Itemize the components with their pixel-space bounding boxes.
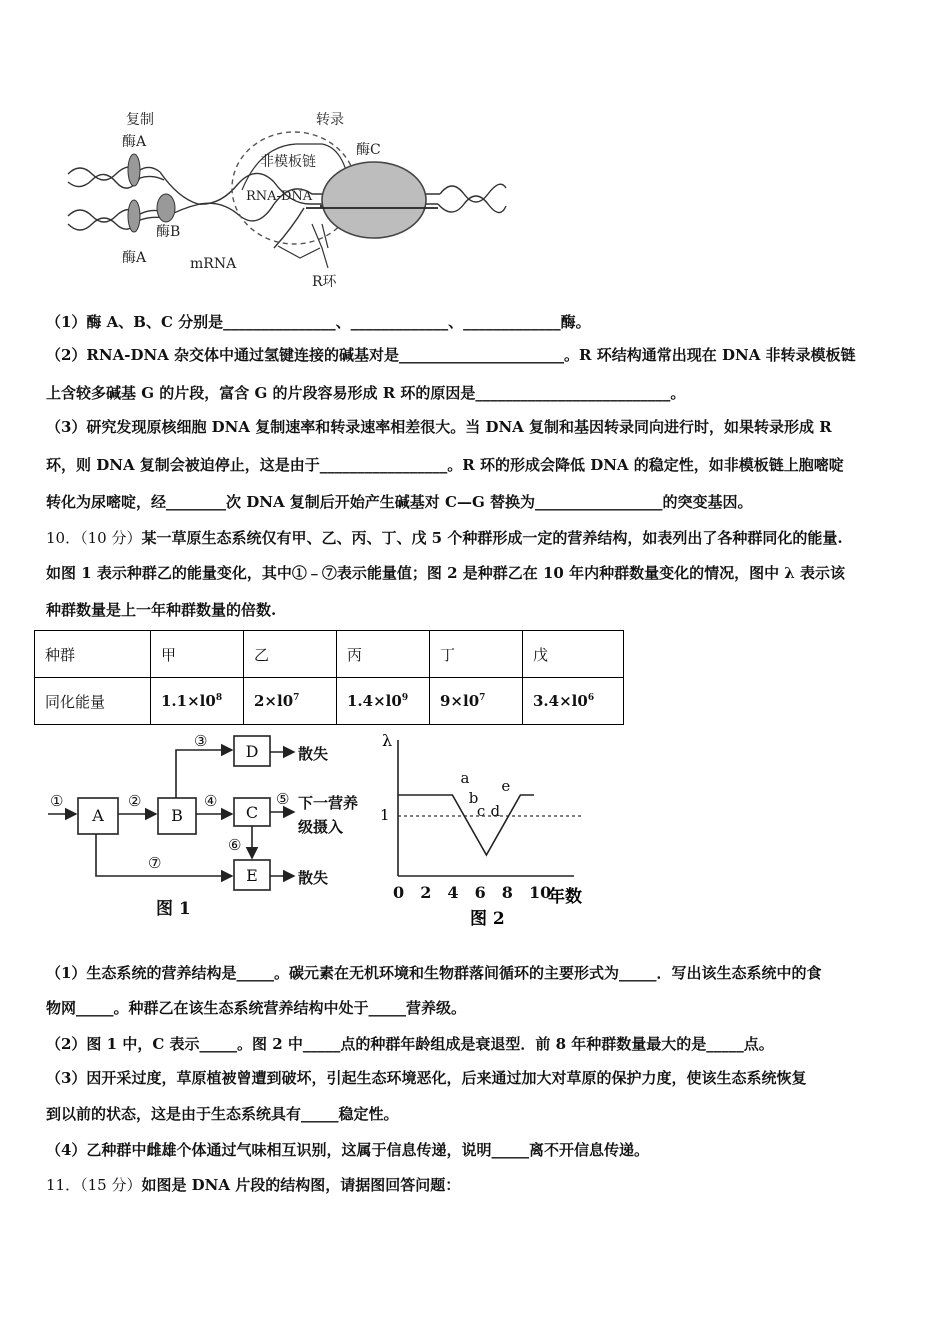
label-enzyme-c: 酶C [356, 142, 381, 158]
q10-number: 10．（10 分） [46, 529, 142, 547]
x-tick-label: 8 [501, 883, 513, 902]
label-enzyme-a-bottom: 酶A [122, 250, 147, 266]
table-cell: $1.1\times l0^8$ [151, 678, 244, 725]
q9-part3-line3: 转化为尿嘧啶，经________次 DNA 复制后开始产生碱基对 C—G 替换为_________________的突变基因。 [46, 493, 753, 511]
table-cell: $2\times l0^7$ [244, 678, 337, 725]
svg-text:C: C [245, 803, 259, 822]
point-label-c: c [476, 802, 486, 820]
label-rna-dna: RNA-DNA [246, 189, 313, 204]
replication-transcription-figure [60, 108, 510, 290]
q10-sub2: （2）图 1 中，C 表示_____。图 2 中_____点的种群年龄组成是衰退型．前 8 年种群数量最大的是_____点。 [46, 1035, 774, 1053]
svg-text:A: A [92, 806, 104, 825]
x-tick-label: 10 [529, 883, 552, 902]
label-nontemplate: 非模板链 [260, 154, 316, 170]
svg-text:D: D [245, 742, 259, 761]
label-mrna: mRNA [190, 256, 237, 272]
label-enzyme-b: 酶B [156, 224, 181, 240]
q9-part2-line2: 上含较多碱基 G 的片段，富含 G 的片段容易形成 R 环的原因是__________________________。 [46, 384, 686, 402]
svg-text:⑦: ⑦ [148, 854, 162, 872]
svg-text:散失: 散失 [298, 869, 329, 887]
y-axis-label: λ [382, 731, 393, 750]
x-axis-label: 年数 [548, 887, 582, 907]
label-transcribe: 转录 [316, 112, 344, 128]
q9-part2-line1: （2）RNA-DNA 杂交体中通过氢键连接的碱基对是______________________。R 环结构通常出现在 DNA 非转录模板链 [46, 346, 856, 364]
svg-text:级摄入: 级摄入 [298, 818, 344, 836]
q11-stem [46, 1175, 460, 1195]
q10-stem-line3: 种群数量是上一年种群数量的倍数. [46, 601, 277, 619]
table-cell: 丙 [337, 631, 430, 678]
energy-flow-figure [44, 728, 374, 928]
label-r-loop: R环 [312, 274, 337, 290]
svg-text:③: ③ [194, 732, 208, 750]
q10-sub3-line1: （3）因开采过度，草原植被曾遭到破坏，引起生态环境恶化，后来通过加大对草原的保护力度，使该生态系统恢复 [46, 1069, 807, 1087]
label-enzyme-a-top: 酶A [122, 134, 147, 150]
q10-stem-line2: 如图 1 表示种群乙的能量变化，其中①﹣⑦表示能量值；图 2 是种群乙在 10 年内种群数量变化的情况，图中 λ 表示该 [46, 564, 846, 582]
lambda-chart [378, 728, 608, 928]
table-cell: 种群 [35, 631, 151, 678]
q10-sub4: （4）乙种群中雌雄个体通过气味相互识别，这属于信息传递，说明_____离不开信息传递。 [46, 1141, 649, 1159]
point-label-d: d [490, 802, 501, 820]
fig2-caption: 图 2 [470, 909, 505, 928]
table-header-row [35, 631, 624, 678]
q10-sub1-line2: 物网_____。种群乙在该生态系统营养结构中处于_____营养级。 [46, 999, 467, 1017]
svg-text:⑥: ⑥ [228, 836, 242, 854]
point-label-a: a [460, 769, 470, 787]
point-label-e: e [501, 776, 511, 795]
table-cell: 甲 [151, 631, 244, 678]
svg-text:图 1: 图 1 [156, 899, 191, 919]
q10-stem-line1 [46, 528, 843, 548]
q11-text: 如图是 DNA 片段的结构图，请据图回答问题： [141, 1176, 461, 1194]
q10-stem-text: 某一草原生态系统仅有甲、乙、丙、丁、戊 5 个种群形成一定的营养结构，如表列出了各种群同化的能量. [141, 529, 843, 547]
table-cell: 同化能量 [35, 678, 151, 725]
label-copy: 复制 [126, 112, 154, 128]
svg-text:B: B [171, 806, 183, 825]
q10-sub3-line2: 到以前的状态，这是由于生态系统具有_____稳定性。 [46, 1105, 399, 1123]
q9-part1: （1）酶 A、B、C 分别是_______________、_____________、_____________酶。 [46, 313, 591, 331]
svg-text:散失: 散失 [298, 745, 329, 763]
table-cell: 乙 [244, 631, 337, 678]
table-cell: $3.4\times l0^6$ [523, 678, 624, 725]
svg-text:①: ① [50, 792, 64, 810]
x-tick-label: 0 [393, 883, 405, 902]
q9-part3-line2: 环，则 DNA 复制会被迫停止，这是由于_________________。R 环的形成会降低 DNA 的稳定性，如非模板链上胞嘧啶 [46, 456, 844, 474]
svg-text:②: ② [128, 792, 142, 810]
svg-text:E: E [246, 866, 258, 885]
table-cell: 戊 [523, 631, 624, 678]
q10-sub1-line1: （1）生态系统的营养结构是_____。碳元素在无机环境和生物群落间循环的主要形式为_____．写出该生态系统中的食 [46, 964, 822, 982]
table-row [35, 678, 624, 725]
x-tick-label: 4 [447, 883, 459, 902]
svg-text:下一营养: 下一营养 [298, 794, 359, 812]
table-cell: 丁 [430, 631, 523, 678]
table-cell: $9\times l0^7$ [430, 678, 523, 725]
svg-text:④: ④ [204, 792, 218, 810]
x-tick-label: 6 [474, 883, 486, 902]
svg-text:⑤: ⑤ [276, 790, 290, 808]
lambda-series-line [398, 795, 534, 855]
enzyme-c-shape [322, 162, 426, 238]
point-label-b: b [468, 788, 479, 807]
table-cell: $1.4\times l0^9$ [337, 678, 430, 725]
q11-number: 11．（15 分） [46, 1176, 142, 1194]
q9-part3-line1: （3）研究发现原核细胞 DNA 复制速率和转录速率相差很大。当 DNA 复制和基因转录同向进行时，如果转录形成 R [46, 418, 832, 436]
x-tick-label: 2 [420, 883, 432, 902]
energy-table [34, 630, 624, 725]
y-one-label: 1 [380, 806, 390, 824]
